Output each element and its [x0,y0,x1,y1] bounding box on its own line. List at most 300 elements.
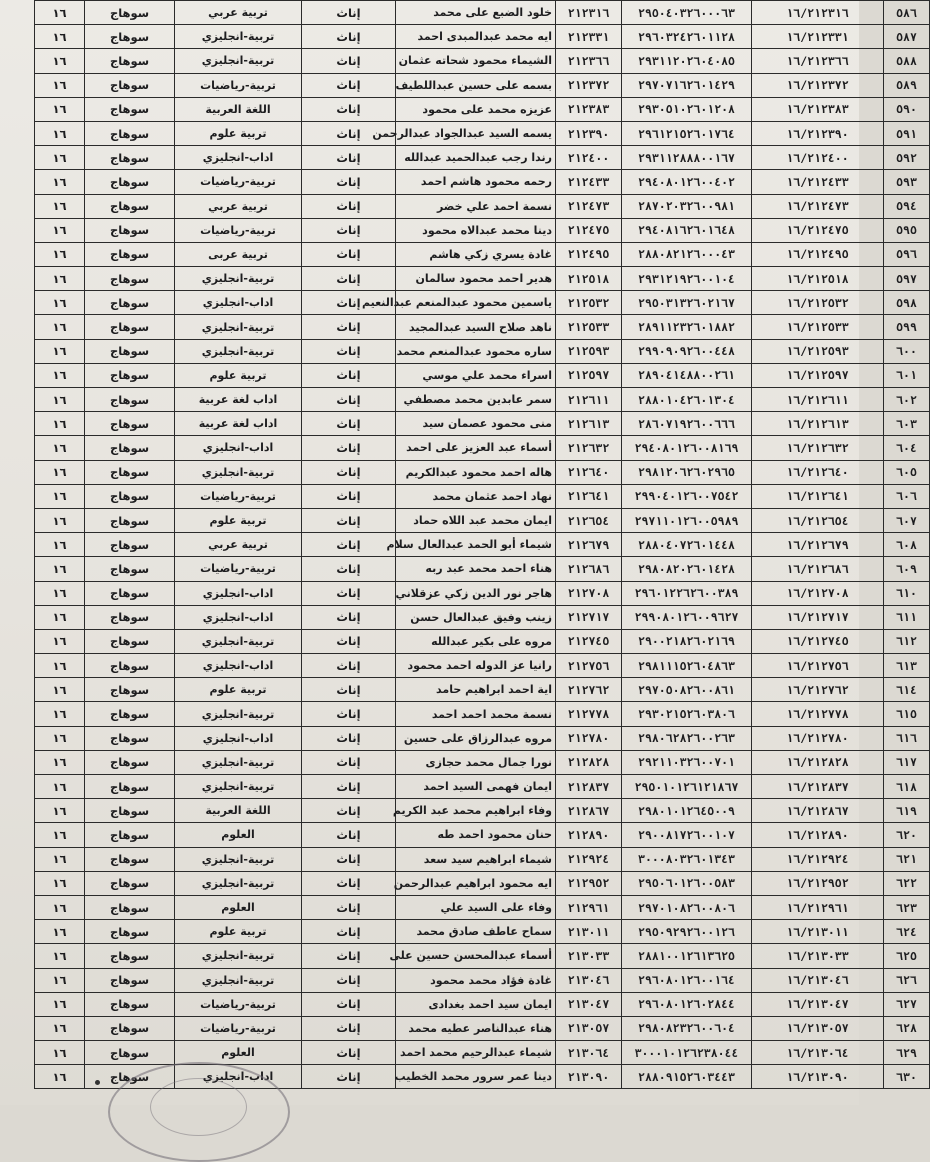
number-cell: ٢١٣٠٦٤ [556,1041,622,1065]
gender-cell: إناث [302,533,396,557]
specialization-cell: تربية علوم [175,121,302,145]
number-cell: ٢١٢٦٧٩ [556,533,622,557]
number-cell: ٢١٢٧٤٥ [556,629,622,653]
number-cell: ٢١٢٥٩٧ [556,363,622,387]
serial-cell: ٦١٠ [884,581,930,605]
grade-cell: ١٦ [35,242,85,266]
national-id-cell: ٢٨٨٠١٠٤٢٦٠١٣٠٤ [622,388,752,412]
national-id-cell: ٢٩٦٠١٢٢٦٢٦٠٠٣٨٩ [622,581,752,605]
grade-cell: ١٦ [35,412,85,436]
table-row [35,388,930,412]
national-id-cell: ٢٩٣١١٢٨٨٨٠٠١٦٧ [622,146,752,170]
name-cell: غادة يسري زكي هاشم [396,242,556,266]
number-cell: ٢١٢٨٣٧ [556,775,622,799]
serial-cell: ٥٨٧ [884,25,930,49]
number-cell: ٢١٢٨٢٨ [556,750,622,774]
governorate-cell: سوهاج [85,847,175,871]
number-cell: ٢١٢٩٢٤ [556,847,622,871]
serial-cell: ٥٩٠ [884,97,930,121]
number-cell: ٢١٢٦٣٢ [556,436,622,460]
code-cell: ١٦/٢١٢٤٧٣ [752,194,884,218]
grade-cell: ١٦ [35,1065,85,1089]
governorate-cell: سوهاج [85,944,175,968]
specialization-cell: تربية-انجليزي [175,750,302,774]
gender-cell: إناث [302,242,396,266]
table-row [35,533,930,557]
national-id-cell: ٢٨٨٠٨٢١٢٦٠٠٠٤٣ [622,242,752,266]
number-cell: ٢١٢٣٩٠ [556,121,622,145]
table-row [35,194,930,218]
grade-cell: ١٦ [35,654,85,678]
national-id-cell: ٢٩٦٠٣٢٤٢٦٠١١٢٨ [622,25,752,49]
grade-cell: ١٦ [35,1,85,25]
table-row [35,895,930,919]
specialization-cell: تربية-رياضيات [175,170,302,194]
code-cell: ١٦/٢١٢٩٢٤ [752,847,884,871]
specialization-cell: تربية علوم [175,920,302,944]
table-row [35,315,930,339]
name-cell: شيماء أبو الحمد عبدالعال سلام [396,533,556,557]
grade-cell: ١٦ [35,339,85,363]
number-cell: ٢١٢٦٤١ [556,484,622,508]
name-cell: ساره محمود عبدالمنعم محمد [396,339,556,363]
code-cell: ١٦/٢١٢٥٩٧ [752,363,884,387]
national-id-cell: ٢٩٥٠٩٢٩٢٦٠٠١٢٦ [622,920,752,944]
name-cell: شيماء عبدالرحيم محمد احمد [396,1041,556,1065]
grade-cell: ١٦ [35,25,85,49]
number-cell: ٢١٢٤٩٥ [556,242,622,266]
governorate-cell: سوهاج [85,799,175,823]
number-cell: ٢١٢٩٥٢ [556,871,622,895]
number-cell: ٢١٢٤٠٠ [556,146,622,170]
code-cell: ١٦/٢١٢٣٨٣ [752,97,884,121]
governorate-cell: سوهاج [85,992,175,1016]
serial-cell: ٦٢٢ [884,871,930,895]
number-cell: ٢١٣٠٣٣ [556,944,622,968]
serial-cell: ٦٢١ [884,847,930,871]
code-cell: ١٦/٢١٢٧٠٨ [752,581,884,605]
governorate-cell: سوهاج [85,25,175,49]
grade-cell: ١٦ [35,460,85,484]
specialization-cell: تربية-انجليزي [175,460,302,484]
name-cell: ايمان فهمى السيد احمد [396,775,556,799]
national-id-cell: ٢٩٤٠٨٠١٢٦٠٠٨١٦٩ [622,436,752,460]
number-cell: ٢١٢٤٧٣ [556,194,622,218]
governorate-cell: سوهاج [85,460,175,484]
governorate-cell: سوهاج [85,895,175,919]
national-id-cell: ٣٠٠٠٨٠٣٢٦٠١٣٤٣ [622,847,752,871]
governorate-cell: سوهاج [85,484,175,508]
ink-dot [95,1080,100,1085]
table-row [35,823,930,847]
serial-cell: ٥٩٨ [884,291,930,315]
national-id-cell: ٢٩٩٠٨٠١٢٦٠٠٩٦٢٧ [622,605,752,629]
governorate-cell: سوهاج [85,678,175,702]
table-row [35,992,930,1016]
serial-cell: ٦١١ [884,605,930,629]
serial-cell: ٦٢٥ [884,944,930,968]
governorate-cell: سوهاج [85,97,175,121]
code-cell: ١٦/٢١٢٣٦٦ [752,49,884,73]
national-id-cell: ٢٩٨٠٦٢٨٢٦٠٠٢٦٣ [622,726,752,750]
serial-cell: ٦٢٨ [884,1016,930,1040]
gender-cell: إناث [302,605,396,629]
grade-cell: ١٦ [35,823,85,847]
code-cell: ١٦/٢١٢٨٢٨ [752,750,884,774]
code-cell: ١٦/٢١٢٩٥٢ [752,871,884,895]
serial-cell: ٦٠٠ [884,339,930,363]
code-cell: ١٦/٢١٢٨٦٧ [752,799,884,823]
table-row [35,654,930,678]
serial-cell: ٦٠٣ [884,412,930,436]
specialization-cell: تربية-رياضيات [175,1016,302,1040]
number-cell: ٢١٢٧٨٠ [556,726,622,750]
code-cell: ١٦/٢١٣٠٤٧ [752,992,884,1016]
specialization-cell: تربية-انجليزي [175,49,302,73]
serial-cell: ٥٨٦ [884,1,930,25]
grade-cell: ١٦ [35,799,85,823]
gender-cell: إناث [302,968,396,992]
code-cell: ١٦/٢١٣٠١١ [752,920,884,944]
table-row [35,1016,930,1040]
gender-cell: إناث [302,146,396,170]
serial-cell: ٦١٤ [884,678,930,702]
name-cell: وفاء ابراهيم محمد عبد الكريم [396,799,556,823]
governorate-cell: سوهاج [85,533,175,557]
code-cell: ١٦/٢١٢٣٧٢ [752,73,884,97]
serial-cell: ٥٩٢ [884,146,930,170]
governorate-cell: سوهاج [85,920,175,944]
grade-cell: ١٦ [35,315,85,339]
national-id-cell: ٢٩٠٠٨١٧٢٦٠٠١٠٧ [622,823,752,847]
table-row [35,412,930,436]
grade-cell: ١٦ [35,73,85,97]
table-row [35,1,930,25]
number-cell: ٢١٢٣٦٦ [556,49,622,73]
governorate-cell: سوهاج [85,121,175,145]
table-row [35,25,930,49]
governorate-cell: سوهاج [85,267,175,291]
name-cell: سماح عاطف صادق محمد [396,920,556,944]
number-cell: ٢١٢٧٦٢ [556,678,622,702]
gender-cell: إناث [302,726,396,750]
name-cell: هناء عبدالناصر عطيه محمد [396,1016,556,1040]
grade-cell: ١٦ [35,146,85,170]
governorate-cell: سوهاج [85,775,175,799]
official-stamp-inner [150,1078,247,1136]
governorate-cell: سوهاج [85,654,175,678]
governorate-cell: سوهاج [85,702,175,726]
code-cell: ١٦/٢١٢٦١١ [752,388,884,412]
name-cell: نهاد احمد عثمان محمد [396,484,556,508]
name-cell: مروه عبدالرزاق على حسين [396,726,556,750]
serial-cell: ٦٠٤ [884,436,930,460]
specialization-cell: تربية-رياضيات [175,992,302,1016]
number-cell: ٢١٢٦٤٠ [556,460,622,484]
specialization-cell: اللغة العربية [175,799,302,823]
national-id-cell: ٢٩٣٠٥١٠٢٦٠١٢٠٨ [622,97,752,121]
table-row [35,146,930,170]
governorate-cell: سوهاج [85,218,175,242]
specialization-cell: تربية-انجليزي [175,25,302,49]
governorate-cell: سوهاج [85,436,175,460]
number-cell: ٢١٢٣٧٢ [556,73,622,97]
gender-cell: إناث [302,1,396,25]
serial-cell: ٦١٢ [884,629,930,653]
code-cell: ١٦/٢١٣٠٣٣ [752,944,884,968]
number-cell: ٢١٢٨٦٧ [556,799,622,823]
governorate-cell: سوهاج [85,1065,175,1089]
table-row [35,702,930,726]
table-row [35,242,930,266]
grade-cell: ١٦ [35,944,85,968]
code-cell: ١٦/٢١٢٧٧٨ [752,702,884,726]
gender-cell: إناث [302,992,396,1016]
serial-cell: ٦١٨ [884,775,930,799]
governorate-cell: سوهاج [85,1016,175,1040]
serial-cell: ٥٩٧ [884,267,930,291]
national-id-cell: ٢٩٥٠١٠١٢٦١٢١٨٦٧ [622,775,752,799]
specialization-cell: تربية علوم [175,363,302,387]
national-id-cell: ٢٩٠٠٢١٨٢٦٠٢١٦٩ [622,629,752,653]
grade-cell: ١٦ [35,436,85,460]
specialization-cell: اداب لغة عربية [175,412,302,436]
table-row [35,847,930,871]
name-cell: ايمان سيد احمد بغدادى [396,992,556,1016]
gender-cell: إناث [302,702,396,726]
governorate-cell: سوهاج [85,291,175,315]
code-cell: ١٦/٢١٢٧١٧ [752,605,884,629]
name-cell: هاجر نور الدين زكي عزقلاني [396,581,556,605]
grade-cell: ١٦ [35,726,85,750]
governorate-cell: سوهاج [85,871,175,895]
gender-cell: إناث [302,484,396,508]
national-id-cell: ٢٨٨٠٩١٥٢٦٠٣٤٤٣ [622,1065,752,1089]
number-cell: ٢١٢٤٣٣ [556,170,622,194]
national-id-cell: ٢٨٨١٠٠١٢٦١٣٦٢٥ [622,944,752,968]
national-id-cell: ٢٩٥٠٦٠١٢٦٠٠٥٨٣ [622,871,752,895]
code-cell: ١٦/٢١٢٥١٨ [752,267,884,291]
name-cell: رندا رجب عبدالحميد عبدالله [396,146,556,170]
code-cell: ١٦/٢١٢٦٧٩ [752,533,884,557]
governorate-cell: سوهاج [85,49,175,73]
gender-cell: إناث [302,339,396,363]
gender-cell: إناث [302,1016,396,1040]
serial-cell: ٦٢٦ [884,968,930,992]
table-row [35,920,930,944]
serial-cell: ٥٩٩ [884,315,930,339]
name-cell: ايه محمود ابراهيم عبدالرحمن [396,871,556,895]
code-cell: ١٦/٢١٢٨٣٧ [752,775,884,799]
national-id-cell: ٢٩٨١٢٠٦٢٦٠٢٩٦٥ [622,460,752,484]
table-row [35,871,930,895]
gender-cell: إناث [302,388,396,412]
specialization-cell: اداب-انجليزي [175,726,302,750]
serial-cell: ٦١٩ [884,799,930,823]
code-cell: ١٦/٢١٢٤٩٥ [752,242,884,266]
grade-cell: ١٦ [35,388,85,412]
name-cell: حنان محمود احمد طه [396,823,556,847]
governorate-cell: سوهاج [85,750,175,774]
code-cell: ١٦/٢١٢٦٥٤ [752,508,884,532]
grade-cell: ١٦ [35,484,85,508]
governorate-cell: سوهاج [85,242,175,266]
grade-cell: ١٦ [35,1041,85,1065]
gender-cell: إناث [302,920,396,944]
code-cell: ١٦/٢١٢٣٩٠ [752,121,884,145]
number-cell: ٢١٢٤٧٥ [556,218,622,242]
gender-cell: إناث [302,775,396,799]
national-id-cell: ٢٨٩٠٤١٤٨٨٠٠٢٦١ [622,363,752,387]
grade-cell: ١٦ [35,1016,85,1040]
national-id-cell: ٢٩٦١٢١٥٢٦٠١٧٦٤ [622,121,752,145]
code-cell: ١٦/٢١٢٤٠٠ [752,146,884,170]
serial-cell: ٦٠٩ [884,557,930,581]
name-cell: شيماء ابراهيم سيد سعد [396,847,556,871]
national-id-cell: ٢٩٩٠٤٠١٢٦٠٠٧٥٤٢ [622,484,752,508]
gender-cell: إناث [302,823,396,847]
number-cell: ٢١٢٦٥٤ [556,508,622,532]
grade-cell: ١٦ [35,895,85,919]
specialization-cell: العلوم [175,1041,302,1065]
code-cell: ١٦/٢١٢٥٩٣ [752,339,884,363]
serial-cell: ٦٠٨ [884,533,930,557]
table-row [35,218,930,242]
name-cell: ايه محمد عبدالمبدى احمد [396,25,556,49]
serial-cell: ٦١٧ [884,750,930,774]
gender-cell: إناث [302,1065,396,1089]
table-row [35,605,930,629]
serial-cell: ٦١٣ [884,654,930,678]
specialization-cell: تربية-رياضيات [175,557,302,581]
table-row [35,775,930,799]
name-cell: منى محمود عصمان سيد [396,412,556,436]
gender-cell: إناث [302,654,396,678]
gender-cell: إناث [302,1041,396,1065]
name-cell: عزيزه محمد على محمود [396,97,556,121]
number-cell: ٢١٢٧٥٦ [556,654,622,678]
code-cell: ١٦/٢١٢٧٨٠ [752,726,884,750]
name-cell: خلود الضبع على محمد [396,1,556,25]
name-cell: أسماء عبد العزيز على احمد [396,436,556,460]
code-cell: ١٦/٢١٣٠٦٤ [752,1041,884,1065]
code-cell: ١٦/٢١٢٣١٦ [752,1,884,25]
code-cell: ١٦/٢١٢٦٣٢ [752,436,884,460]
specialization-cell: تربية-انجليزي [175,629,302,653]
number-cell: ٢١٣٠١١ [556,920,622,944]
serial-cell: ٦٢٠ [884,823,930,847]
national-id-cell: ٢٩٣١١٢٠٢٦٠٤٠٨٥ [622,49,752,73]
name-cell: الشيماء محمود شحاته عثمان [396,49,556,73]
number-cell: ٢١٢٧٧٨ [556,702,622,726]
grade-cell: ١٦ [35,629,85,653]
number-cell: ٢١٢٥٣٣ [556,315,622,339]
governorate-cell: سوهاج [85,557,175,581]
code-cell: ١٦/٢١٢٥٣٢ [752,291,884,315]
name-cell: هدير احمد محمود سالمان [396,267,556,291]
name-cell: هاله احمد محمود عبدالكريم [396,460,556,484]
national-id-cell: ٢٩٨٠١٠١٢٦٤٥٠٠٩ [622,799,752,823]
gender-cell: إناث [302,315,396,339]
national-id-cell: ٢٨٧٠٢٠٣٢٦٠٠٩٨١ [622,194,752,218]
grade-cell: ١٦ [35,920,85,944]
specialization-cell: تربية-انجليزي [175,968,302,992]
specialization-cell: اللغة العربية [175,97,302,121]
specialization-cell: تربية عربي [175,194,302,218]
governorate-cell: سوهاج [85,508,175,532]
name-cell: رحمه محمود هاشم احمد [396,170,556,194]
specialization-cell: اداب-انجليزي [175,654,302,678]
governorate-cell: سوهاج [85,629,175,653]
code-cell: ١٦/٢١٢٤٧٥ [752,218,884,242]
governorate-cell: سوهاج [85,170,175,194]
national-id-cell: ٢٩٤٠٨٠١٢٦٠٠٤٠٢ [622,170,752,194]
specialization-cell: تربية-انجليزي [175,871,302,895]
number-cell: ٢١٢٣١٦ [556,1,622,25]
governorate-cell: سوهاج [85,726,175,750]
table-row [35,678,930,702]
table-row [35,726,930,750]
specialization-cell: اداب-انجليزي [175,291,302,315]
specialization-cell: العلوم [175,895,302,919]
table-row [35,484,930,508]
specialization-cell: تربية-انجليزي [175,775,302,799]
national-id-cell: ٢٨٦٠٧١٩٢٦٠٠٦٦٦ [622,412,752,436]
governorate-cell: سوهاج [85,339,175,363]
table-row [35,750,930,774]
national-id-cell: ٢٩٤٠٨١٦٢٦٠١٦٤٨ [622,218,752,242]
number-cell: ٢١٢٦١١ [556,388,622,412]
grade-cell: ١٦ [35,508,85,532]
table-row [35,968,930,992]
governorate-cell: سوهاج [85,363,175,387]
table-row [35,799,930,823]
gender-cell: إناث [302,581,396,605]
serial-cell: ٥٨٨ [884,49,930,73]
grade-cell: ١٦ [35,97,85,121]
table-row [35,436,930,460]
number-cell: ٢١٣٠٩٠ [556,1065,622,1089]
specialization-cell: تربية عربي [175,533,302,557]
name-cell: ايمان محمد عبد اللاه حماد [396,508,556,532]
gender-cell: إناث [302,49,396,73]
governorate-cell: سوهاج [85,823,175,847]
national-id-cell: ٢٩٩٠٩٠٩٢٦٠٠٤٤٨ [622,339,752,363]
name-cell: اية احمد ابراهيم حامد [396,678,556,702]
grade-cell: ١٦ [35,267,85,291]
name-cell: أسماء عبدالمحسن حسين على [396,944,556,968]
gender-cell: إناث [302,170,396,194]
grade-cell: ١٦ [35,49,85,73]
national-id-cell: ٢٩٢١١٠٣٢٦٠٠٧٠١ [622,750,752,774]
number-cell: ٢١٢٦٨٦ [556,557,622,581]
gender-cell: إناث [302,508,396,532]
code-cell: ١٦/٢١٢٣٣١ [752,25,884,49]
gender-cell: إناث [302,557,396,581]
grade-cell: ١٦ [35,871,85,895]
name-cell: غادة فؤاد محمد محمود [396,968,556,992]
serial-cell: ٥٨٩ [884,73,930,97]
name-cell: نورا جمال محمد حجازى [396,750,556,774]
national-id-cell: ٢٩٨٠٨٢٣٢٦٠٠٦٠٤ [622,1016,752,1040]
table-row [35,508,930,532]
table-row [35,267,930,291]
national-id-cell: ٢٩٧٠٥٠٨٢٦٠٠٨٦١ [622,678,752,702]
national-id-cell: ٢٨٩١١٢٣٢٦٠١٨٨٢ [622,315,752,339]
specialization-cell: اداب-انجليزي [175,1065,302,1089]
specialization-cell: تربية علوم [175,678,302,702]
table-row [35,629,930,653]
